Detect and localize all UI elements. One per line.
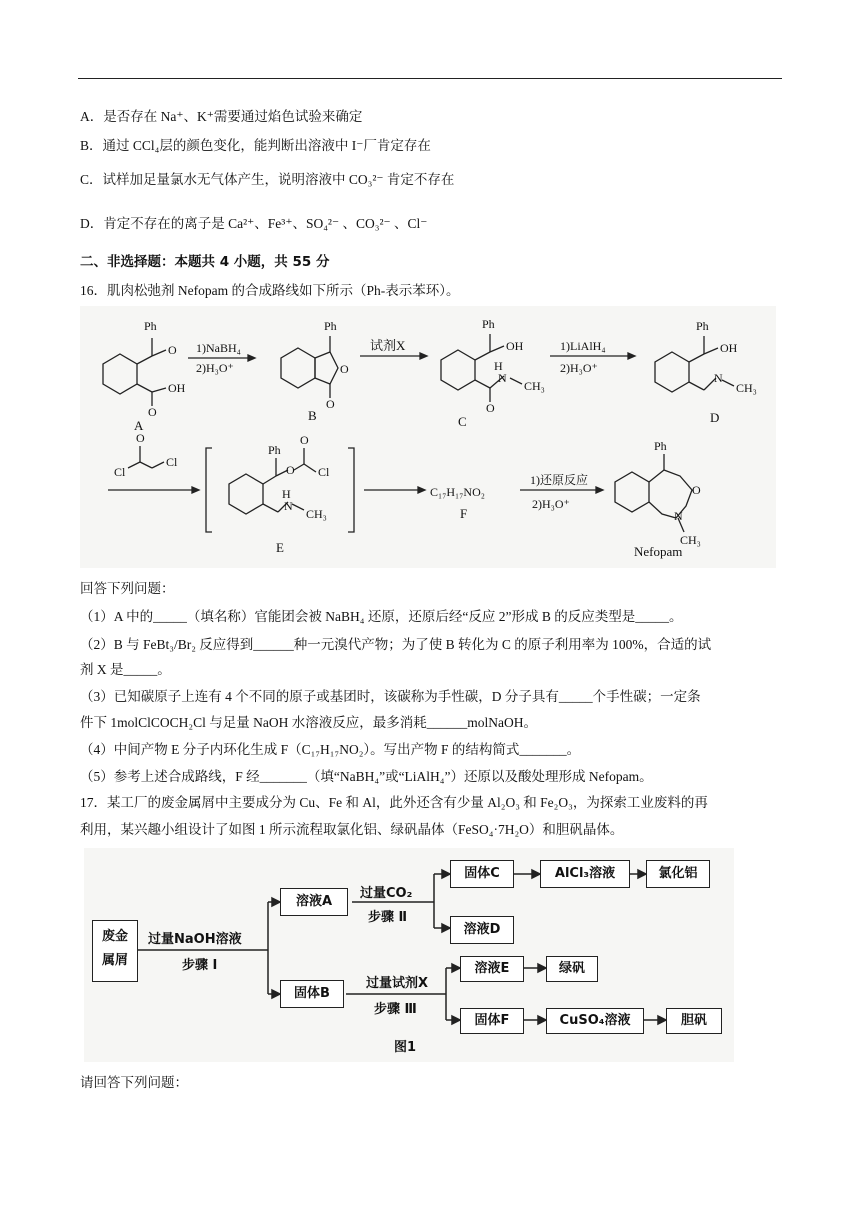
svg-text:O: O — [692, 483, 701, 497]
svg-text:O: O — [300, 433, 309, 447]
step-1: 步骤 Ⅰ — [182, 958, 218, 973]
box-green-vitriol: 绿矾 — [546, 956, 598, 982]
svg-text:Nefopam: Nefopam — [634, 544, 683, 559]
flowchart-figure — [84, 848, 734, 1062]
q16-part-4: （4）中间产物 E 分子内环化生成 F（C₁₇H₁₇NO₂）。写出产物 F 的结构简式_______。 — [80, 742, 581, 757]
option-a: A．是否存在 Na⁺、K⁺需要通过焰色试验来确定 — [80, 109, 363, 124]
q16-part-2-cont: 剂 X 是_____。 — [80, 662, 171, 677]
svg-text:Cl: Cl — [114, 465, 126, 479]
box-blue-vitriol: 胆矾 — [666, 1008, 722, 1034]
header-rule — [78, 78, 782, 79]
svg-text:N: N — [674, 509, 683, 523]
svg-text:Ph: Ph — [324, 319, 337, 333]
svg-text:试剂X: 试剂X — [370, 338, 406, 353]
svg-text:1)还原反应: 1)还原反应 — [530, 473, 588, 487]
svg-text:2)H₃O⁺: 2)H₃O⁺ — [532, 497, 570, 511]
svg-text:Ph: Ph — [144, 319, 157, 333]
svg-text:B: B — [308, 408, 317, 423]
box-solid-f: 固体F — [460, 1008, 524, 1034]
box-solid-c: 固体C — [450, 860, 514, 888]
box-solution-d: 溶液D — [450, 916, 514, 944]
svg-text:O: O — [148, 405, 157, 419]
svg-text:Ph: Ph — [482, 317, 495, 331]
svg-text:1)LiAlH₄: 1)LiAlH₄ — [560, 339, 606, 353]
svg-text:OH: OH — [168, 381, 186, 395]
svg-text:A: A — [134, 418, 144, 433]
box-solution-a: 溶液A — [280, 888, 348, 916]
svg-text:N: N — [284, 499, 293, 513]
box-waste-metal: 废金 属屑 — [92, 920, 138, 982]
section-heading: 二、非选择题：本题共 4 小题，共 55 分 — [80, 254, 330, 270]
q16-part-2: （2）B 与 FeBt₃/Br₂ 反应得到______种一元溴代产物；为了使 B 转化为 C 的原子利用率为 100%，合适的试 — [80, 637, 712, 652]
option-c: C．试样加足量氯水无气体产生，说明溶液中 CO₃²⁻ 肯定不存在 — [80, 172, 455, 187]
svg-text:1)NaBH₄: 1)NaBH₄ — [196, 341, 241, 355]
svg-text:D: D — [710, 410, 720, 425]
svg-text:Ph: Ph — [696, 319, 709, 333]
svg-text:O: O — [136, 431, 145, 445]
svg-text:O: O — [168, 343, 177, 357]
svg-text:F: F — [460, 506, 468, 521]
svg-text:C₁₇H₁₇NO₂: C₁₇H₁₇NO₂ — [430, 485, 485, 499]
svg-text:2)H₃O⁺: 2)H₃O⁺ — [560, 361, 598, 375]
svg-text:O: O — [486, 401, 495, 415]
svg-text:OH: OH — [506, 339, 524, 353]
svg-text:2)H₃O⁺: 2)H₃O⁺ — [196, 361, 234, 375]
synthesis-scheme — [80, 306, 776, 568]
q16-part-3-cont: 件下 1molClCOCH₂Cl 与足量 NaOH 水溶液反应，最多消耗______molNaOH。 — [80, 715, 537, 730]
svg-text:OH: OH — [720, 341, 738, 355]
reagent-naoh: 过量NaOH溶液 — [148, 932, 242, 947]
q16-part-3: （3）已知碳原子上连有 4 个不同的原子或基团时，该碳称为手性碳，D 分子具有_____个手性碳；一定条 — [80, 689, 701, 704]
option-d: D．肯定不存在的离子是 Ca²⁺、Fe³⁺、SO₄²⁻ 、CO₃²⁻ 、Cl⁻ — [80, 216, 428, 231]
q16-part-5: （5）参考上述合成路线，F 经_______（填“NaBH₄”或“LiAlH₄”）还原以及酸处理形成 Nefopam。 — [80, 769, 653, 784]
q16-part-1: （1）A 中的_____（填名称）官能团会被 NaBH₄ 还原，还原后经“反应 2”形成 B 的反应类型是_____。 — [80, 609, 683, 624]
svg-text:CH₃: CH₃ — [680, 533, 701, 547]
step-2: 步骤 Ⅱ — [368, 910, 408, 925]
svg-text:C: C — [458, 414, 467, 429]
step-3: 步骤 Ⅲ — [374, 1002, 417, 1017]
svg-text:CH₃: CH₃ — [306, 507, 327, 521]
svg-text:O: O — [326, 397, 335, 411]
svg-text:Cl: Cl — [318, 465, 330, 479]
svg-text:N: N — [714, 371, 723, 385]
reagent-x: 过量试剂X — [366, 976, 429, 991]
box-solid-b: 固体B — [280, 980, 344, 1008]
q17-ask: 请回答下列问题： — [80, 1075, 188, 1090]
svg-text:H: H — [494, 359, 503, 373]
svg-text:Cl: Cl — [166, 455, 178, 469]
box-solution-e: 溶液E — [460, 956, 524, 982]
svg-text:CH₃: CH₃ — [524, 379, 545, 393]
svg-text:E: E — [276, 540, 284, 555]
reagent-co2: 过量CO₂ — [360, 886, 413, 901]
box-alcl3-solution: AlCl₃溶液 — [540, 860, 630, 888]
box-aluminum-chloride: 氯化铝 — [646, 860, 710, 888]
box-cuso4-solution: CuSO₄溶液 — [546, 1008, 644, 1034]
svg-text:CH₃: CH₃ — [736, 381, 757, 395]
svg-text:O: O — [286, 463, 295, 477]
svg-text:N: N — [498, 371, 507, 385]
q16-stem: 16．肌肉松弛剂 Nefopam 的合成路线如下所示（Ph-表示苯环）。 — [80, 283, 460, 298]
option-b: B．通过 CCl₄层的颜色变化，能判断出溶液中 I⁻厂肯定存在 — [80, 138, 431, 153]
svg-text:Ph: Ph — [654, 439, 667, 453]
svg-text:O: O — [340, 362, 349, 376]
svg-text:H: H — [282, 487, 291, 501]
svg-text:Ph: Ph — [268, 443, 281, 457]
figure-caption: 图1 — [394, 1040, 417, 1055]
q17-stem-2: 利用，某兴趣小组设计了如图 1 所示流程取氯化铝、绿矾晶体（FeSO₄·7H₂O）和胆矾晶体。 — [80, 822, 624, 837]
q17-stem-1: 17．某工厂的废金属屑中主要成分为 Cu、Fe 和 Al，此外还含有少量 Al₂O₃ 和 Fe₂O₃，为探索工业废料的再 — [80, 795, 708, 810]
q16-answer-prompt: 回答下列问题： — [80, 581, 175, 596]
